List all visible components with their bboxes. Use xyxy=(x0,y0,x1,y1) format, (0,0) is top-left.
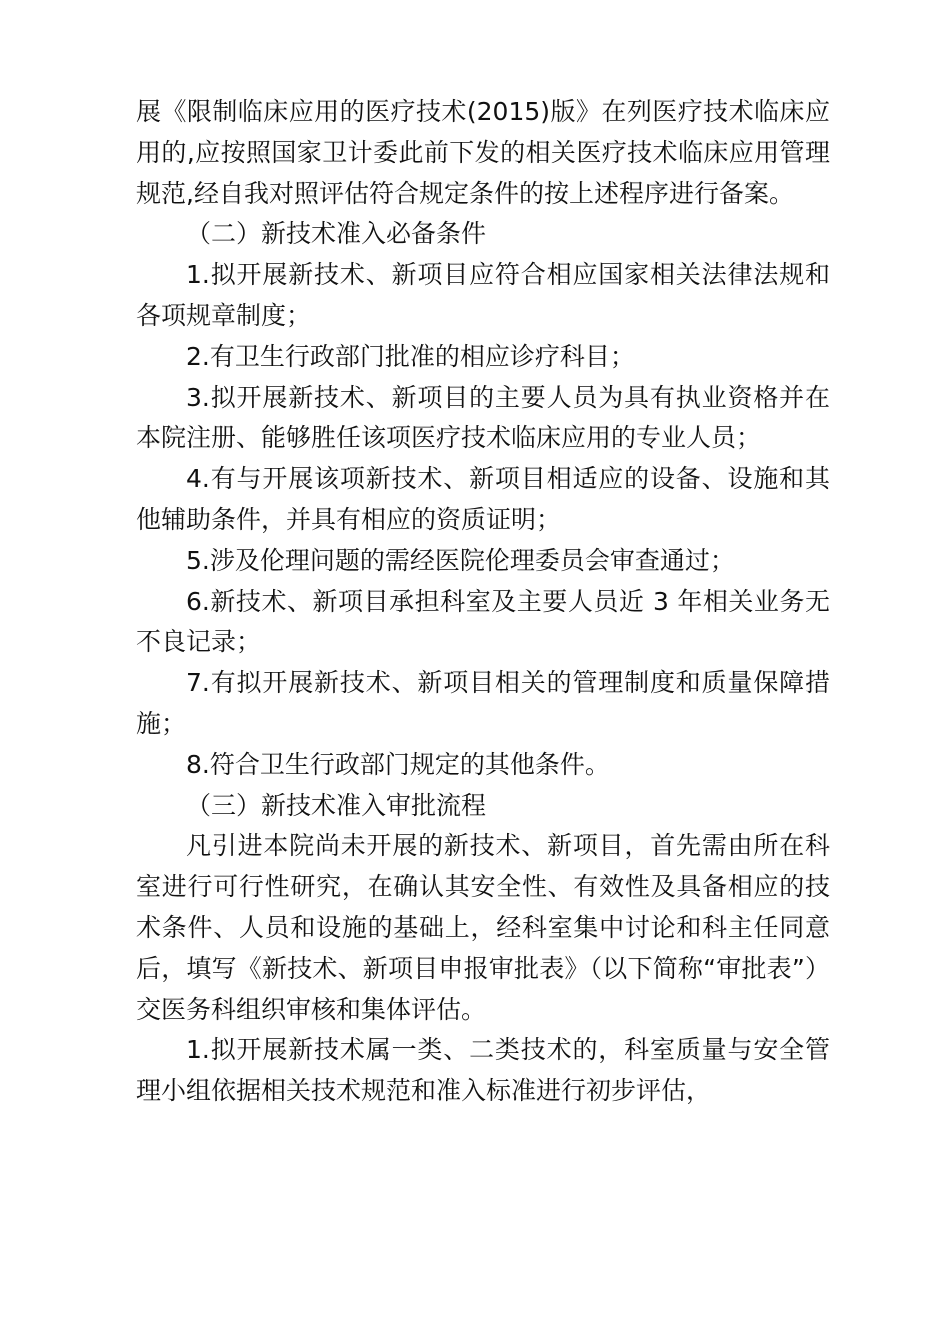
document-page xyxy=(136,92,830,1112)
paragraph-approval-process: 凡引进本院尚未开展的新技术、新项目，首先需由所在科室进行可行性研究，在确认其安全性、有效性及具备相应的技术条件、人员和设施的基础上，经科室集中讨论和科主任同意后，填写《新技术、新项目申报审批表》（以下简称“审批表”）交医务科组织审核和集体评估。 xyxy=(136,831,830,1024)
list-item-7: 7.有拟开展新技术、新项目相关的管理制度和质量保障措施； xyxy=(136,668,830,738)
list-item-3: 3.拟开展新技术、新项目的主要人员为具有执业资格并在本院注册、能够胜任该项医疗技术临床应用的专业人员； xyxy=(136,382,830,453)
list-item-2: 2.有卫生行政部门批准的相应诊疗科目； xyxy=(186,341,635,371)
paragraph-continuation: 展《限制临床应用的医疗技术(2015)版》在列医疗技术临床应用的,应按照国家卫计委此前下发的相关医疗技术临床应用管理规范,经自我对照评估符合规定条件的按上述程序进行备案。 xyxy=(136,97,830,208)
list-item-1: 1.拟开展新技术、新项目应符合相应国家相关法律法规和各项规章制度； xyxy=(136,260,830,330)
section-heading-2: （二）新技术准入必备条件 xyxy=(186,219,487,249)
list-item-6: 6.新技术、新项目承担科室及主要人员近 3 年相关业务无不良记录； xyxy=(136,586,830,657)
section-heading-3: （三）新技术准入审批流程 xyxy=(186,790,487,820)
list-item-approval-1: 1.拟开展新技术属一类、二类技术的，科室质量与安全管理小组依据相关技术规范和准入标准进行初步评估， xyxy=(136,1035,830,1106)
list-item-4: 4.有与开展该项新技术、新项目相适应的设备、设施和其他辅助条件，并具有相应的资质证明； xyxy=(136,464,830,534)
list-item-5: 5.涉及伦理问题的需经医院伦理委员会审查通过； xyxy=(186,545,735,575)
list-item-8: 8.符合卫生行政部门规定的其他条件。 xyxy=(186,749,610,779)
